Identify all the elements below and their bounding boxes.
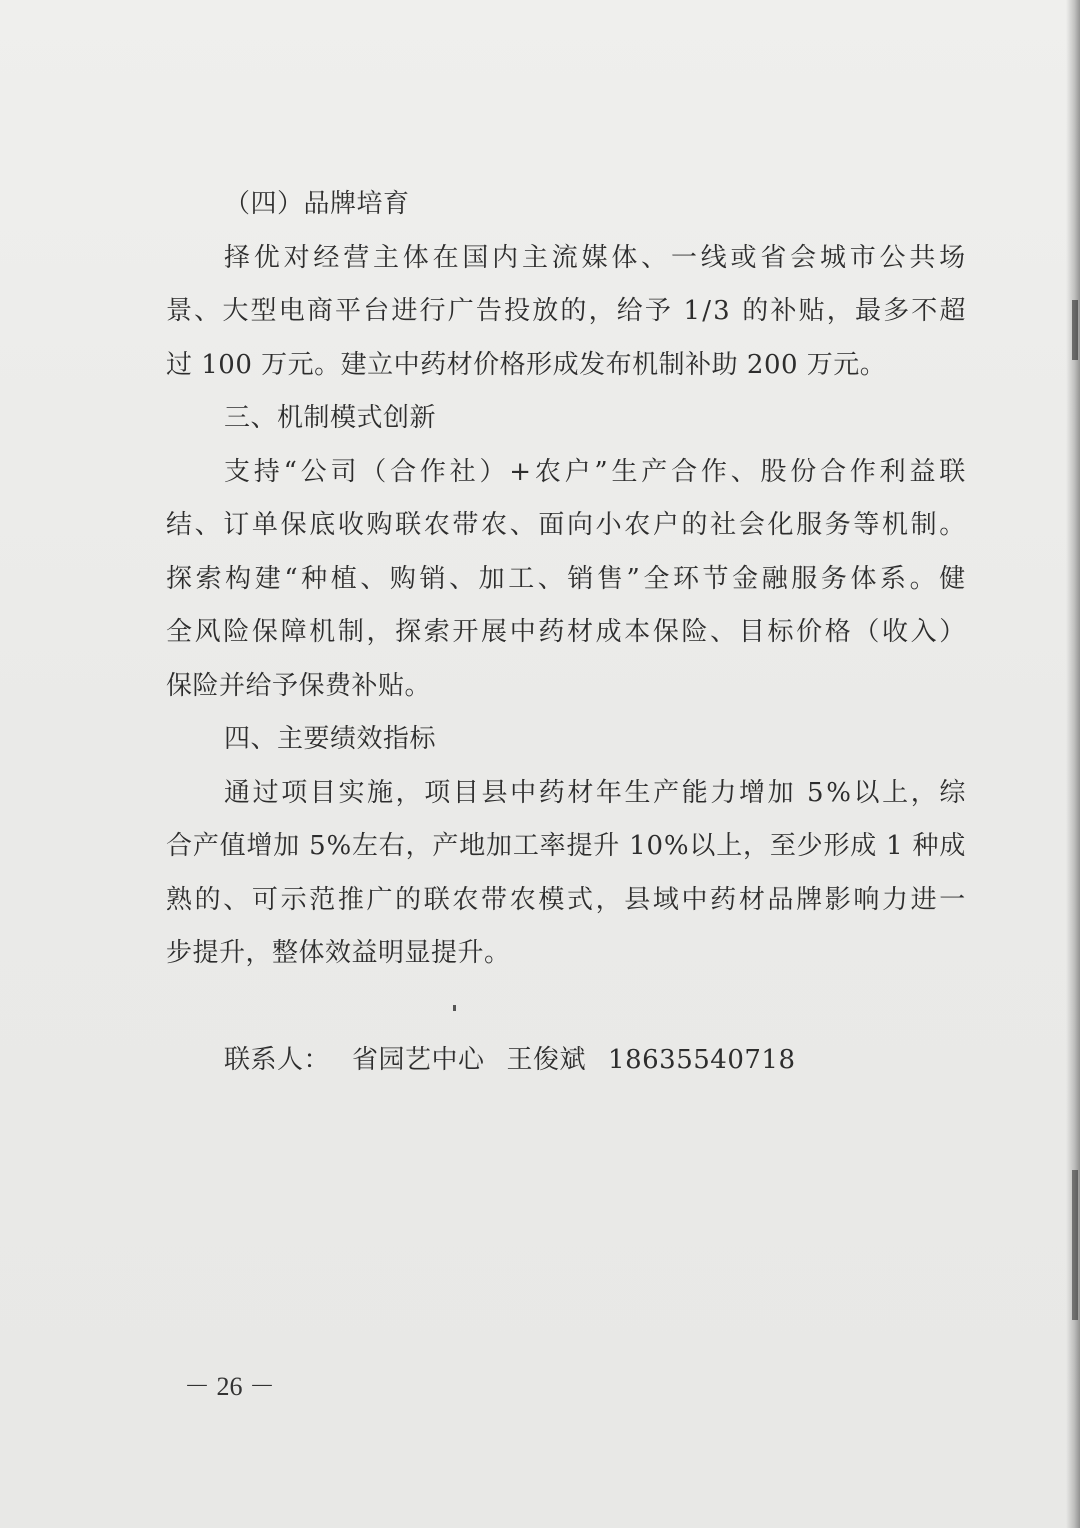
contact-label: 联系人： xyxy=(224,1045,331,1075)
paragraph-line: 熟 的 、 可 示 范 推 广 的 联 农 带 农 模 式 ， 县 域 中 药 材 品 牌 影 响 力 进 一 xyxy=(166,884,966,915)
paragraph-line: 保险并给予保费补贴。 xyxy=(166,670,432,701)
paragraph-line: 通 过 项 目 实 施 ， 项 目 县 中 药 材 年 生 产 能 力 增 加 5 % 以 上 ， 综 xyxy=(224,777,966,808)
page-number: － 26 － xyxy=(184,1372,276,1401)
scan-speck xyxy=(453,1005,456,1011)
paragraph-line: 择 优 对 经 营 主 体 在 国 内 主 流 媒 体 、 一 线 或 省 会 城 市 公 共 场 xyxy=(224,242,966,273)
heading-performance-indicators: 四、主要绩效指标 xyxy=(224,724,437,754)
document-body xyxy=(166,178,966,1088)
binding-mark-bottom xyxy=(1072,1170,1078,1320)
paragraph-line: 合 产 值 增 加 5 % 左 右 ， 产 地 加 工 率 提 升 1 0 % 以 上 ， 至 少 形 成 1 种 成 xyxy=(166,831,966,861)
paragraph-line: 过 100 万元。建立中药材价格形成发布机制补助 200 万元。 xyxy=(166,349,887,380)
binding-mark-top xyxy=(1072,300,1078,360)
paragraph-line: 步提升，整体效益明显提升。 xyxy=(166,938,511,968)
paragraph-line: 探 索 构 建 “ 种 植 、 购 销 、 加 工 、 销 售 ” 全 环 节 金 融 服 务 体 系 。 健 xyxy=(166,563,966,594)
contact-phone: 18635540718 xyxy=(608,1045,796,1075)
heading-mechanism-innovation: 三、机制模式创新 xyxy=(224,403,437,433)
contact-line xyxy=(166,1034,966,1088)
paragraph-line: 全 风 险 保 障 机 制 ， 探 索 开 展 中 药 材 成 本 保 险 、 目 标 价 格 （ 收 入 ） xyxy=(166,617,966,647)
paragraph-line: 支 持 “ 公 司 （ 合 作 社 ） + 农 户 ” 生 产 合 作 、 股 份 合 作 利 益 联 xyxy=(224,456,966,487)
contact-org: 省园艺中心 xyxy=(352,1045,485,1075)
contact-name: 王俊斌 xyxy=(506,1045,587,1075)
paragraph-line: 结 、 订 单 保 底 收 购 联 农 带 农 、 面 向 小 农 户 的 社 会 化 服 务 等 机 制 。 xyxy=(166,510,966,540)
paragraph-line: 景 、 大 型 电 商 平 台 进 行 广 告 投 放 的 ， 给 予 1 / 3 的 补 贴 ， 最 多 不 超 xyxy=(166,296,966,326)
subsection-title-brand: （四）品牌培育 xyxy=(224,189,410,219)
